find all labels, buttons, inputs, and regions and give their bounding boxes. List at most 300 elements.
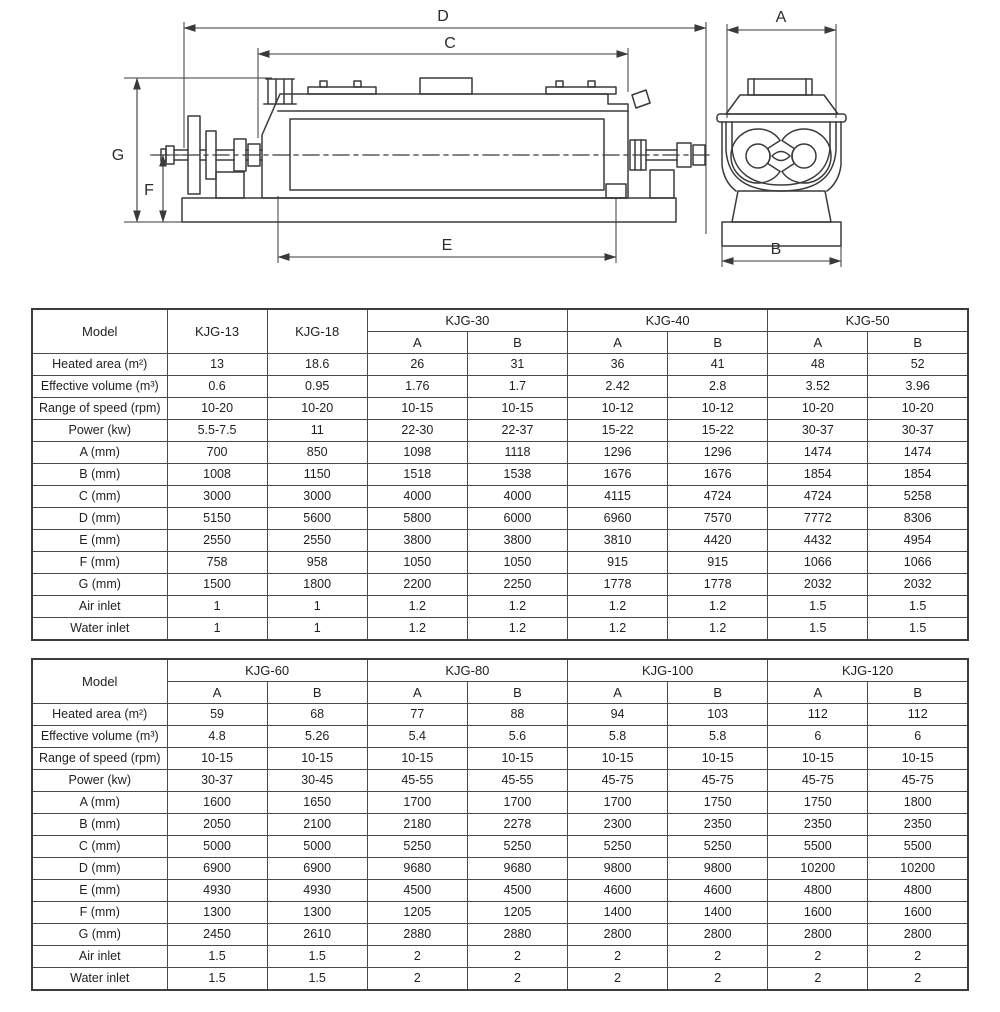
spec-value: 45-75 bbox=[768, 770, 868, 792]
spec-value: 10-15 bbox=[568, 748, 668, 770]
spec-value: 4115 bbox=[568, 486, 668, 508]
spec-value: 1778 bbox=[668, 574, 768, 596]
spec-value: 5.6 bbox=[467, 726, 567, 748]
spec-value: 4500 bbox=[467, 880, 567, 902]
spec-value: 36 bbox=[568, 354, 668, 376]
spec-value: 1.2 bbox=[467, 596, 567, 618]
spec-value: 1700 bbox=[367, 792, 467, 814]
spec-value: 26 bbox=[367, 354, 467, 376]
spec-value: 6 bbox=[768, 726, 868, 748]
model-group-header: KJG-13 bbox=[167, 309, 267, 354]
spec-value: 7772 bbox=[768, 508, 868, 530]
paddle-dryer-drawing bbox=[0, 0, 1000, 302]
spec-value: 1205 bbox=[367, 902, 467, 924]
spec-value: 2250 bbox=[467, 574, 567, 596]
row-label: B (mm) bbox=[32, 814, 167, 836]
spec-value: 10-20 bbox=[768, 398, 868, 420]
variant-header: A bbox=[568, 332, 668, 354]
spec-value: 4930 bbox=[167, 880, 267, 902]
spec-value: 13 bbox=[167, 354, 267, 376]
base-frame bbox=[182, 198, 676, 222]
variant-header: B bbox=[668, 682, 768, 704]
row-label: Effective volume (m³) bbox=[32, 376, 167, 398]
spec-value: 1118 bbox=[467, 442, 567, 464]
spec-value: 2350 bbox=[768, 814, 868, 836]
model-group-header: KJG-80 bbox=[367, 659, 567, 682]
spec-value: 5.5-7.5 bbox=[167, 420, 267, 442]
inlet-nozzle bbox=[264, 79, 296, 104]
spec-value: 1 bbox=[267, 596, 367, 618]
spec-row bbox=[32, 398, 968, 420]
drive-pedestal bbox=[216, 172, 244, 198]
spec-value: 10-15 bbox=[367, 748, 467, 770]
dim-label-g: G bbox=[111, 147, 125, 164]
spec-value: 5250 bbox=[467, 836, 567, 858]
spec-value: 2880 bbox=[467, 924, 567, 946]
spec-value: 2800 bbox=[868, 924, 968, 946]
spec-value: 1205 bbox=[467, 902, 567, 924]
spec-value: 1600 bbox=[768, 902, 868, 924]
spec-value: 10-20 bbox=[868, 398, 968, 420]
spec-value: 1296 bbox=[668, 442, 768, 464]
spec-value: 1538 bbox=[467, 464, 567, 486]
spec-value: 1474 bbox=[768, 442, 868, 464]
corner-lug bbox=[632, 90, 650, 108]
spec-value: 2.8 bbox=[668, 376, 768, 398]
row-label: B (mm) bbox=[32, 464, 167, 486]
spec-value: 103 bbox=[668, 704, 768, 726]
row-label: C (mm) bbox=[32, 836, 167, 858]
spec-value: 1750 bbox=[768, 792, 868, 814]
spec-row bbox=[32, 968, 968, 991]
model-group-header: KJG-50 bbox=[768, 309, 968, 332]
spec-value: 0.6 bbox=[167, 376, 267, 398]
spec-value: 5250 bbox=[568, 836, 668, 858]
row-label: D (mm) bbox=[32, 508, 167, 530]
spec-value: 4432 bbox=[768, 530, 868, 552]
spec-row bbox=[32, 376, 968, 398]
spec-value: 30-45 bbox=[267, 770, 367, 792]
spec-value: 2800 bbox=[668, 924, 768, 946]
model-group-header: KJG-100 bbox=[568, 659, 768, 682]
dim-label-d: D bbox=[437, 8, 449, 25]
spec-value: 3800 bbox=[467, 530, 567, 552]
spec-value: 4800 bbox=[868, 880, 968, 902]
spec-value: 4800 bbox=[768, 880, 868, 902]
spec-value: 3.96 bbox=[868, 376, 968, 398]
spec-value: 1700 bbox=[467, 792, 567, 814]
spec-value: 3000 bbox=[167, 486, 267, 508]
spec-value: 1.2 bbox=[668, 596, 768, 618]
spec-value: 2880 bbox=[367, 924, 467, 946]
spec-value: 2050 bbox=[167, 814, 267, 836]
spec-value: 1296 bbox=[568, 442, 668, 464]
spec-value: 4000 bbox=[467, 486, 567, 508]
spec-value: 1474 bbox=[868, 442, 968, 464]
row-label: Effective volume (m³) bbox=[32, 726, 167, 748]
bearing-bracket bbox=[650, 170, 674, 198]
spec-row bbox=[32, 486, 968, 508]
spec-row bbox=[32, 792, 968, 814]
variant-header: B bbox=[868, 332, 968, 354]
spec-value: 1600 bbox=[868, 902, 968, 924]
spec-value: 30-37 bbox=[868, 420, 968, 442]
spec-value: 3800 bbox=[367, 530, 467, 552]
row-label: Power (kw) bbox=[32, 420, 167, 442]
trough-outer bbox=[726, 122, 836, 191]
spec-value: 45-75 bbox=[868, 770, 968, 792]
spec-row bbox=[32, 442, 968, 464]
spec-value: 1854 bbox=[868, 464, 968, 486]
top-nozzle bbox=[748, 79, 812, 95]
spec-row bbox=[32, 924, 968, 946]
spec-value: 1.2 bbox=[568, 596, 668, 618]
spec-row bbox=[32, 748, 968, 770]
spec-value: 5000 bbox=[167, 836, 267, 858]
spec-row bbox=[32, 596, 968, 618]
spec-value: 1066 bbox=[768, 552, 868, 574]
dim-label-a: A bbox=[775, 9, 787, 26]
spec-value: 1600 bbox=[167, 792, 267, 814]
spec-value: 11 bbox=[267, 420, 367, 442]
variant-header: A bbox=[768, 332, 868, 354]
spec-value: 5250 bbox=[668, 836, 768, 858]
spec-value: 2550 bbox=[167, 530, 267, 552]
spec-tables bbox=[0, 302, 1000, 991]
spec-value: 2 bbox=[668, 968, 768, 991]
spec-value: 18.6 bbox=[267, 354, 367, 376]
dim-label-f: F bbox=[144, 182, 154, 199]
spec-row bbox=[32, 902, 968, 924]
spec-value: 1098 bbox=[367, 442, 467, 464]
spec-value: 112 bbox=[768, 704, 868, 726]
spec-value: 2 bbox=[467, 968, 567, 991]
spec-value: 1.5 bbox=[868, 596, 968, 618]
spec-value: 1.5 bbox=[768, 618, 868, 641]
variant-header: A bbox=[367, 332, 467, 354]
spec-value: 30-37 bbox=[167, 770, 267, 792]
spec-value: 5150 bbox=[167, 508, 267, 530]
spec-value: 1 bbox=[267, 618, 367, 641]
spec-value: 1066 bbox=[868, 552, 968, 574]
spec-value: 10-15 bbox=[267, 748, 367, 770]
spec-value: 52 bbox=[868, 354, 968, 376]
spec-value: 2550 bbox=[267, 530, 367, 552]
spec-row bbox=[32, 618, 968, 641]
spec-value: 2100 bbox=[267, 814, 367, 836]
flange-plate bbox=[717, 114, 846, 122]
row-label: A (mm) bbox=[32, 792, 167, 814]
spec-value: 3.52 bbox=[768, 376, 868, 398]
spec-value: 2180 bbox=[367, 814, 467, 836]
spec-value: 1.2 bbox=[367, 618, 467, 641]
spec-value: 4600 bbox=[568, 880, 668, 902]
spec-value: 48 bbox=[768, 354, 868, 376]
spec-value: 59 bbox=[167, 704, 267, 726]
spec-value: 45-75 bbox=[668, 770, 768, 792]
spec-value: 2278 bbox=[467, 814, 567, 836]
variant-header: A bbox=[167, 682, 267, 704]
spec-value: 1.5 bbox=[167, 946, 267, 968]
rotor-hub-left bbox=[746, 144, 770, 168]
spec-value: 112 bbox=[868, 704, 968, 726]
row-label: Power (kw) bbox=[32, 770, 167, 792]
top-hatch bbox=[420, 78, 472, 94]
spec-value: 1500 bbox=[167, 574, 267, 596]
paddle-mesh bbox=[772, 152, 790, 161]
spec-value: 1400 bbox=[568, 902, 668, 924]
spec-value: 2 bbox=[568, 946, 668, 968]
spec-value: 45-75 bbox=[568, 770, 668, 792]
top-cover-1 bbox=[308, 87, 376, 94]
spec-value: 9680 bbox=[367, 858, 467, 880]
row-label: Water inlet bbox=[32, 968, 167, 991]
spec-value: 2 bbox=[868, 968, 968, 991]
row-label: Range of speed (rpm) bbox=[32, 748, 167, 770]
row-label: F (mm) bbox=[32, 552, 167, 574]
spec-value: 2.42 bbox=[568, 376, 668, 398]
spec-value: 5000 bbox=[267, 836, 367, 858]
spec-value: 1050 bbox=[467, 552, 567, 574]
spec-value: 4954 bbox=[868, 530, 968, 552]
spec-value: 4000 bbox=[367, 486, 467, 508]
spec-value: 2350 bbox=[868, 814, 968, 836]
spec-value: 5.4 bbox=[367, 726, 467, 748]
spec-value: 41 bbox=[668, 354, 768, 376]
spec-value: 4724 bbox=[768, 486, 868, 508]
spec-value: 3000 bbox=[267, 486, 367, 508]
spec-value: 2 bbox=[668, 946, 768, 968]
end-support bbox=[732, 191, 831, 222]
spec-value: 15-22 bbox=[568, 420, 668, 442]
spec-value: 9800 bbox=[568, 858, 668, 880]
spec-value: 1800 bbox=[267, 574, 367, 596]
spec-value: 2 bbox=[467, 946, 567, 968]
spec-value: 10-20 bbox=[267, 398, 367, 420]
spec-value: 1 bbox=[167, 596, 267, 618]
spec-value: 6 bbox=[868, 726, 968, 748]
row-label: A (mm) bbox=[32, 442, 167, 464]
model-group-header: KJG-40 bbox=[568, 309, 768, 332]
row-label: Air inlet bbox=[32, 946, 167, 968]
row-label: E (mm) bbox=[32, 530, 167, 552]
spec-value: 1 bbox=[167, 618, 267, 641]
spec-value: 2 bbox=[568, 968, 668, 991]
row-label: E (mm) bbox=[32, 880, 167, 902]
spec-value: 1008 bbox=[167, 464, 267, 486]
variant-header: B bbox=[668, 332, 768, 354]
model-group-header: KJG-30 bbox=[367, 309, 567, 332]
spec-value: 5500 bbox=[868, 836, 968, 858]
spec-value: 1.2 bbox=[467, 618, 567, 641]
spec-value: 15-22 bbox=[668, 420, 768, 442]
spec-value: 10-15 bbox=[367, 398, 467, 420]
vessel-shell bbox=[262, 94, 628, 198]
spec-row bbox=[32, 726, 968, 748]
model-group-header: KJG-120 bbox=[768, 659, 968, 682]
spec-value: 3810 bbox=[568, 530, 668, 552]
spec-value: 30-37 bbox=[768, 420, 868, 442]
model-header: Model bbox=[32, 309, 167, 354]
spec-value: 45-55 bbox=[467, 770, 567, 792]
row-label: G (mm) bbox=[32, 924, 167, 946]
row-label: Heated area (m²) bbox=[32, 354, 167, 376]
spec-value: 1.2 bbox=[568, 618, 668, 641]
end-view bbox=[717, 79, 846, 246]
spec-value: 6000 bbox=[467, 508, 567, 530]
row-label: F (mm) bbox=[32, 902, 167, 924]
spec-row bbox=[32, 530, 968, 552]
spec-value: 1.5 bbox=[768, 596, 868, 618]
row-label: Air inlet bbox=[32, 596, 167, 618]
row-label: G (mm) bbox=[32, 574, 167, 596]
spec-value: 2350 bbox=[668, 814, 768, 836]
spec-value: 10200 bbox=[868, 858, 968, 880]
spec-value: 1.5 bbox=[267, 968, 367, 991]
spec-row bbox=[32, 354, 968, 376]
spec-value: 2 bbox=[367, 946, 467, 968]
spec-value: 10-15 bbox=[467, 398, 567, 420]
spec-value: 1.76 bbox=[367, 376, 467, 398]
spec-value: 1.5 bbox=[167, 968, 267, 991]
dim-label-b: B bbox=[770, 241, 782, 258]
spec-value: 1300 bbox=[267, 902, 367, 924]
spec-value: 1750 bbox=[668, 792, 768, 814]
spec-value: 1050 bbox=[367, 552, 467, 574]
spec-value: 1.2 bbox=[367, 596, 467, 618]
spec-value: 10-15 bbox=[768, 748, 868, 770]
spec-value: 1400 bbox=[668, 902, 768, 924]
spec-value: 1.5 bbox=[267, 946, 367, 968]
spec-value: 10200 bbox=[768, 858, 868, 880]
model-group-header: KJG-18 bbox=[267, 309, 367, 354]
spec-value: 6960 bbox=[568, 508, 668, 530]
spec-value: 4420 bbox=[668, 530, 768, 552]
dim-label-c: C bbox=[444, 35, 456, 52]
spec-value: 6900 bbox=[167, 858, 267, 880]
spec-value: 8306 bbox=[868, 508, 968, 530]
spec-value: 1300 bbox=[167, 902, 267, 924]
row-label: C (mm) bbox=[32, 486, 167, 508]
spec-row bbox=[32, 704, 968, 726]
model-group-header: KJG-60 bbox=[167, 659, 367, 682]
spec-value: 758 bbox=[167, 552, 267, 574]
spec-value: 10-15 bbox=[868, 748, 968, 770]
spec-value: 5.8 bbox=[668, 726, 768, 748]
spec-value: 1800 bbox=[868, 792, 968, 814]
row-label: Water inlet bbox=[32, 618, 167, 641]
model-header: Model bbox=[32, 659, 167, 704]
spec-value: 1854 bbox=[768, 464, 868, 486]
spec-row bbox=[32, 836, 968, 858]
spec-value: 68 bbox=[267, 704, 367, 726]
variant-header: B bbox=[467, 682, 567, 704]
spec-row bbox=[32, 464, 968, 486]
spec-value: 10-15 bbox=[167, 748, 267, 770]
spec-value: 915 bbox=[668, 552, 768, 574]
dim-label-e: E bbox=[441, 237, 453, 254]
spec-value: 45-55 bbox=[367, 770, 467, 792]
spec-table-1 bbox=[31, 308, 969, 641]
spec-value: 1.5 bbox=[868, 618, 968, 641]
spec-value: 5.8 bbox=[568, 726, 668, 748]
spec-value: 850 bbox=[267, 442, 367, 464]
spec-value: 4.8 bbox=[167, 726, 267, 748]
variant-header: B bbox=[467, 332, 567, 354]
spec-value: 4930 bbox=[267, 880, 367, 902]
spec-value: 5258 bbox=[868, 486, 968, 508]
spec-row bbox=[32, 858, 968, 880]
top-cover-2 bbox=[546, 87, 616, 94]
spec-value: 4724 bbox=[668, 486, 768, 508]
spec-value: 2032 bbox=[768, 574, 868, 596]
spec-table-2 bbox=[31, 658, 969, 991]
cover-hood bbox=[726, 95, 838, 114]
row-label: Range of speed (rpm) bbox=[32, 398, 167, 420]
spec-value: 10-15 bbox=[467, 748, 567, 770]
spec-row bbox=[32, 946, 968, 968]
variant-header: A bbox=[367, 682, 467, 704]
spec-value: 2450 bbox=[167, 924, 267, 946]
spec-value: 77 bbox=[367, 704, 467, 726]
spec-value: 10-20 bbox=[167, 398, 267, 420]
spec-value: 4500 bbox=[367, 880, 467, 902]
spec-value: 2800 bbox=[568, 924, 668, 946]
spec-value: 22-37 bbox=[467, 420, 567, 442]
side-view bbox=[153, 78, 712, 222]
spec-value: 5500 bbox=[768, 836, 868, 858]
spec-value: 958 bbox=[267, 552, 367, 574]
spec-value: 2 bbox=[768, 968, 868, 991]
spec-value: 22-30 bbox=[367, 420, 467, 442]
spec-value: 2 bbox=[768, 946, 868, 968]
spec-value: 2 bbox=[367, 968, 467, 991]
spec-row bbox=[32, 574, 968, 596]
spec-row bbox=[32, 552, 968, 574]
spec-value: 88 bbox=[467, 704, 567, 726]
spec-value: 2300 bbox=[568, 814, 668, 836]
spec-value: 7570 bbox=[668, 508, 768, 530]
spec-row bbox=[32, 770, 968, 792]
spec-row bbox=[32, 814, 968, 836]
spec-value: 94 bbox=[568, 704, 668, 726]
technical-drawing bbox=[0, 0, 1000, 302]
spec-value: 0.95 bbox=[267, 376, 367, 398]
spec-value: 10-15 bbox=[668, 748, 768, 770]
spec-value: 2200 bbox=[367, 574, 467, 596]
spec-value: 1676 bbox=[568, 464, 668, 486]
spec-value: 1518 bbox=[367, 464, 467, 486]
spec-value: 1650 bbox=[267, 792, 367, 814]
variant-header: A bbox=[768, 682, 868, 704]
row-label: D (mm) bbox=[32, 858, 167, 880]
variant-header: A bbox=[568, 682, 668, 704]
spec-value: 6900 bbox=[267, 858, 367, 880]
spec-value: 4600 bbox=[668, 880, 768, 902]
rotor-hub-right bbox=[792, 144, 816, 168]
spec-value: 9680 bbox=[467, 858, 567, 880]
spec-value: 1676 bbox=[668, 464, 768, 486]
spec-value: 1.2 bbox=[668, 618, 768, 641]
spec-value: 1.7 bbox=[467, 376, 567, 398]
variant-header: B bbox=[267, 682, 367, 704]
spec-value: 9800 bbox=[668, 858, 768, 880]
spec-row bbox=[32, 420, 968, 442]
spec-value: 5.26 bbox=[267, 726, 367, 748]
variant-header: B bbox=[868, 682, 968, 704]
row-label: Heated area (m²) bbox=[32, 704, 167, 726]
spec-row bbox=[32, 508, 968, 530]
